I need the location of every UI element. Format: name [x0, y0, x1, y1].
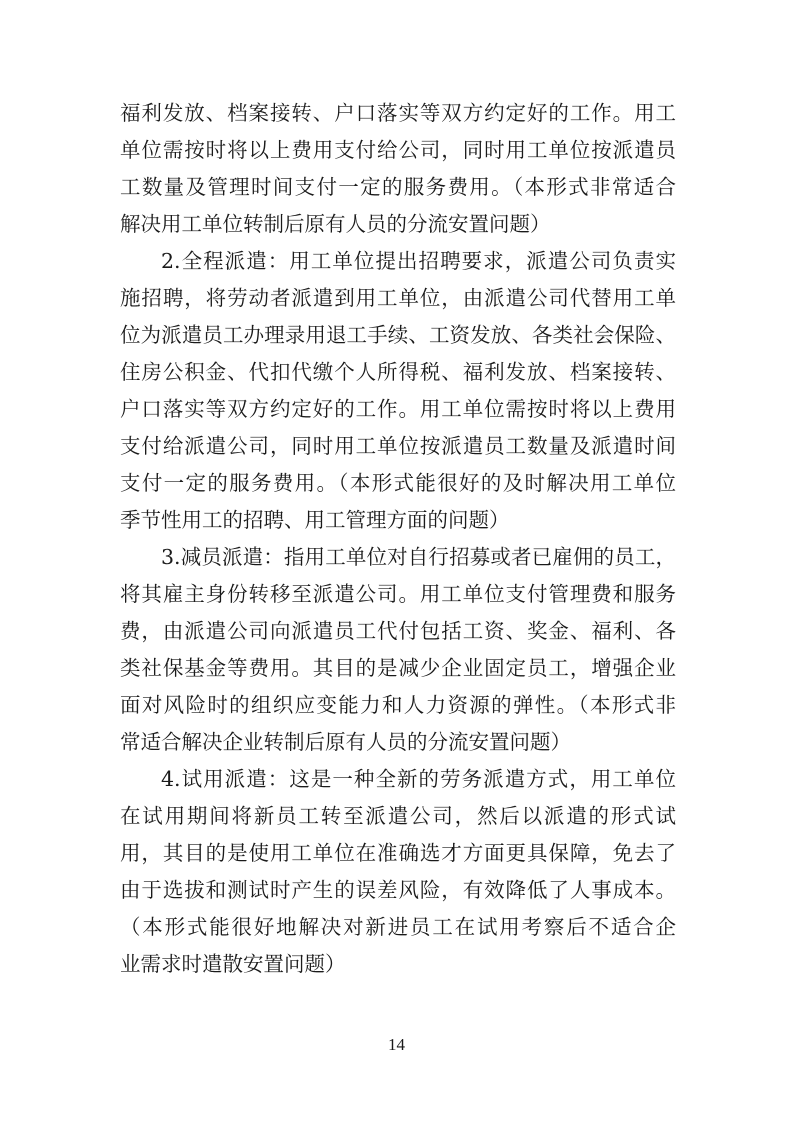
text-line: 业需求时遣散安置问题） [120, 952, 346, 976]
text-line: 3.减员派遣：指用工单位对自行招募或者已雇佣的员工， [161, 545, 676, 569]
text-line: 解决用工单位转制后原有人员的分流安置问题） [120, 212, 551, 236]
text-line: 支付给派遣公司，同时用工单位按派遣员工数量及派遣时间 [120, 434, 676, 458]
text-line: 在试用期间将新员工转至派遣公司，然后以派遣的形式试 [120, 804, 676, 828]
text-line: （本形式能很好地解决对新进员工在试用考察后不适合企 [120, 915, 676, 939]
page-number: 14 [388, 1035, 405, 1054]
text-line: 2.全程派遣：用工单位提出招聘要求，派遣公司负责实 [161, 249, 676, 273]
text-line: 面对风险时的组织应变能力和人力资源的弹性。（本形式非 [120, 693, 676, 717]
text-line: 位为派遣员工办理录用退工手续、工资发放、各类社会保险、 [120, 323, 676, 347]
text-line: 单位需按时将以上费用支付给公司，同时用工单位按派遣员 [120, 138, 676, 162]
text-line: 由于选拔和测试时产生的误差风险，有效降低了人事成本。 [120, 878, 676, 902]
text-line: 季节性用工的招聘、用工管理方面的问题） [120, 508, 510, 532]
text-line: 4.试用派遣：这是一种全新的劳务派遣方式，用工单位 [161, 767, 676, 791]
text-line: 将其雇主身份转移至派遣公司。用工单位支付管理费和服务 [120, 582, 676, 606]
text-line: 费，由派遣公司向派遣员工代付包括工资、奖金、福利、各 [120, 619, 676, 643]
text-line: 户口落实等双方约定好的工作。用工单位需按时将以上费用 [120, 397, 676, 421]
text-line: 工数量及管理时间支付一定的服务费用。（本形式非常适合 [120, 175, 676, 199]
text-line: 支付一定的服务费用。（本形式能很好的及时解决用工单位 [120, 471, 676, 495]
text-line: 常适合解决企业转制后原有人员的分流安置问题） [120, 730, 571, 754]
body-text [120, 95, 676, 983]
text-line: 福利发放、档案接转、户口落实等双方约定好的工作。用工 [120, 101, 676, 125]
text-line: 类社保基金等费用。其目的是减少企业固定员工，增强企业 [120, 656, 676, 680]
text-line: 施招聘，将劳动者派遣到用工单位，由派遣公司代替用工单 [120, 286, 676, 310]
text-line: 用，其目的是使用工单位在准确选才方面更具保障，免去了 [120, 841, 676, 865]
text-line: 住房公积金、代扣代缴个人所得税、福利发放、档案接转、 [120, 360, 676, 384]
